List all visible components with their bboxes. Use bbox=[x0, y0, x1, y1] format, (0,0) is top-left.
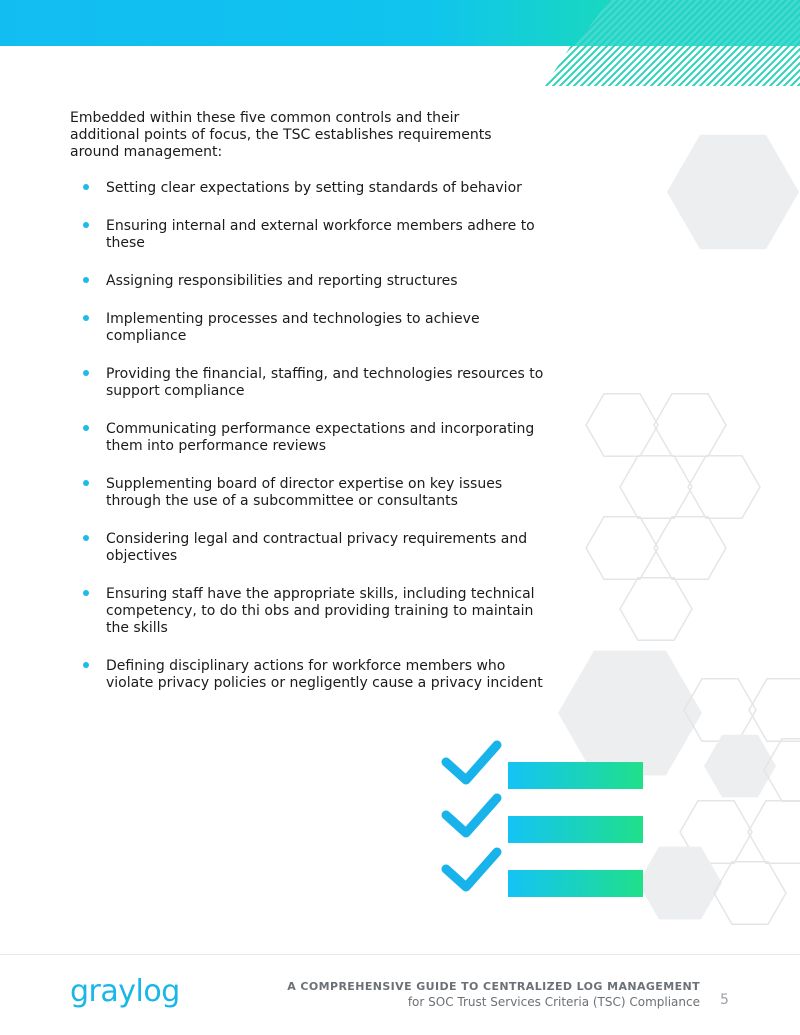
list-item-text: Implementing processes and technologies to achieve compliance bbox=[106, 311, 480, 344]
checklist-graphic bbox=[446, 745, 643, 897]
hexagon-filled bbox=[704, 735, 776, 797]
list-item-text: Communicating performance expectations and incorporating them into performance reviews bbox=[106, 421, 535, 454]
checklist-bar bbox=[508, 816, 643, 843]
bullet-dot bbox=[83, 222, 89, 228]
list-item-text: Defining disciplinary actions for workforce members who violate privacy policies or negligently cause a privacy incident bbox=[106, 658, 543, 691]
checkmark-icon bbox=[446, 798, 497, 833]
list-item bbox=[70, 180, 550, 197]
hexagon-outline bbox=[586, 394, 658, 456]
list-item bbox=[70, 586, 550, 637]
checklist-bar bbox=[508, 762, 643, 789]
list-item-text: Ensuring internal and external workforce members adhere to these bbox=[106, 218, 535, 251]
bullet-dot bbox=[83, 425, 89, 431]
footer-subtitle: for SOC Trust Services Criteria (TSC) Compliance bbox=[407, 995, 700, 1009]
intro-paragraph: Embedded within these five common controls and their additional points of focus, the TSC establishes requirements around management: bbox=[70, 110, 492, 160]
top-banner bbox=[0, 0, 800, 90]
hexagon-filled bbox=[638, 847, 722, 920]
footer-title: A COMPREHENSIVE GUIDE TO CENTRALIZED LOG MANAGEMENT bbox=[287, 980, 700, 993]
list-item bbox=[70, 531, 550, 565]
list-item bbox=[70, 421, 550, 455]
hexagon-outline bbox=[684, 679, 756, 741]
hexagon-pattern bbox=[558, 135, 800, 924]
list-item-text: Setting clear expectations by setting standards of behavior bbox=[106, 180, 522, 196]
bullet-dot bbox=[83, 535, 89, 541]
hexagon-outline bbox=[586, 517, 658, 579]
hexagon-filled bbox=[667, 135, 799, 249]
checklist-bar bbox=[508, 870, 643, 897]
list-item bbox=[70, 476, 550, 510]
hexagon-outline bbox=[748, 801, 800, 863]
list-item-text: Providing the financial, staffing, and technologies resources to support compliance bbox=[106, 366, 544, 399]
bullet-dot bbox=[83, 315, 89, 321]
bullet-dot bbox=[83, 277, 89, 283]
hexagon-outline bbox=[620, 578, 692, 640]
hexagon-outline bbox=[764, 739, 800, 801]
hexagon-outline bbox=[688, 456, 760, 518]
bullet-dot bbox=[83, 480, 89, 486]
list-item bbox=[70, 311, 550, 345]
hexagon-outline bbox=[680, 801, 752, 863]
bullet-dot bbox=[83, 370, 89, 376]
footer-divider bbox=[0, 954, 800, 955]
bullet-dot bbox=[83, 184, 89, 190]
graylog-logo: graylog bbox=[70, 974, 180, 1009]
bullet-dot bbox=[83, 590, 89, 596]
hexagon-outline bbox=[654, 517, 726, 579]
list-item-text: Ensuring staff have the appropriate skills, including technical competency, to do thi obs and providing training to maintain the skills bbox=[106, 586, 535, 636]
hexagon-outline bbox=[749, 679, 800, 741]
checkmark-icon bbox=[446, 852, 497, 887]
list-item-text: Assigning responsibilities and reporting structures bbox=[106, 273, 458, 289]
hexagon-outline bbox=[714, 862, 786, 924]
hexagon-outline bbox=[620, 456, 692, 518]
bullet-dot bbox=[83, 662, 89, 668]
requirements-list bbox=[70, 180, 550, 713]
list-item bbox=[70, 218, 550, 252]
hexagon-filled bbox=[558, 651, 702, 776]
list-item bbox=[70, 658, 550, 692]
list-item bbox=[70, 366, 550, 400]
page-number: 5 bbox=[720, 992, 729, 1008]
hexagon-outline bbox=[654, 394, 726, 456]
checkmark-icon bbox=[446, 745, 497, 780]
list-item-text: Considering legal and contractual privacy requirements and objectives bbox=[106, 531, 528, 564]
list-item bbox=[70, 273, 550, 290]
list-item-text: Supplementing board of director expertise on key issues through the use of a subcommittee or consultants bbox=[106, 476, 503, 509]
